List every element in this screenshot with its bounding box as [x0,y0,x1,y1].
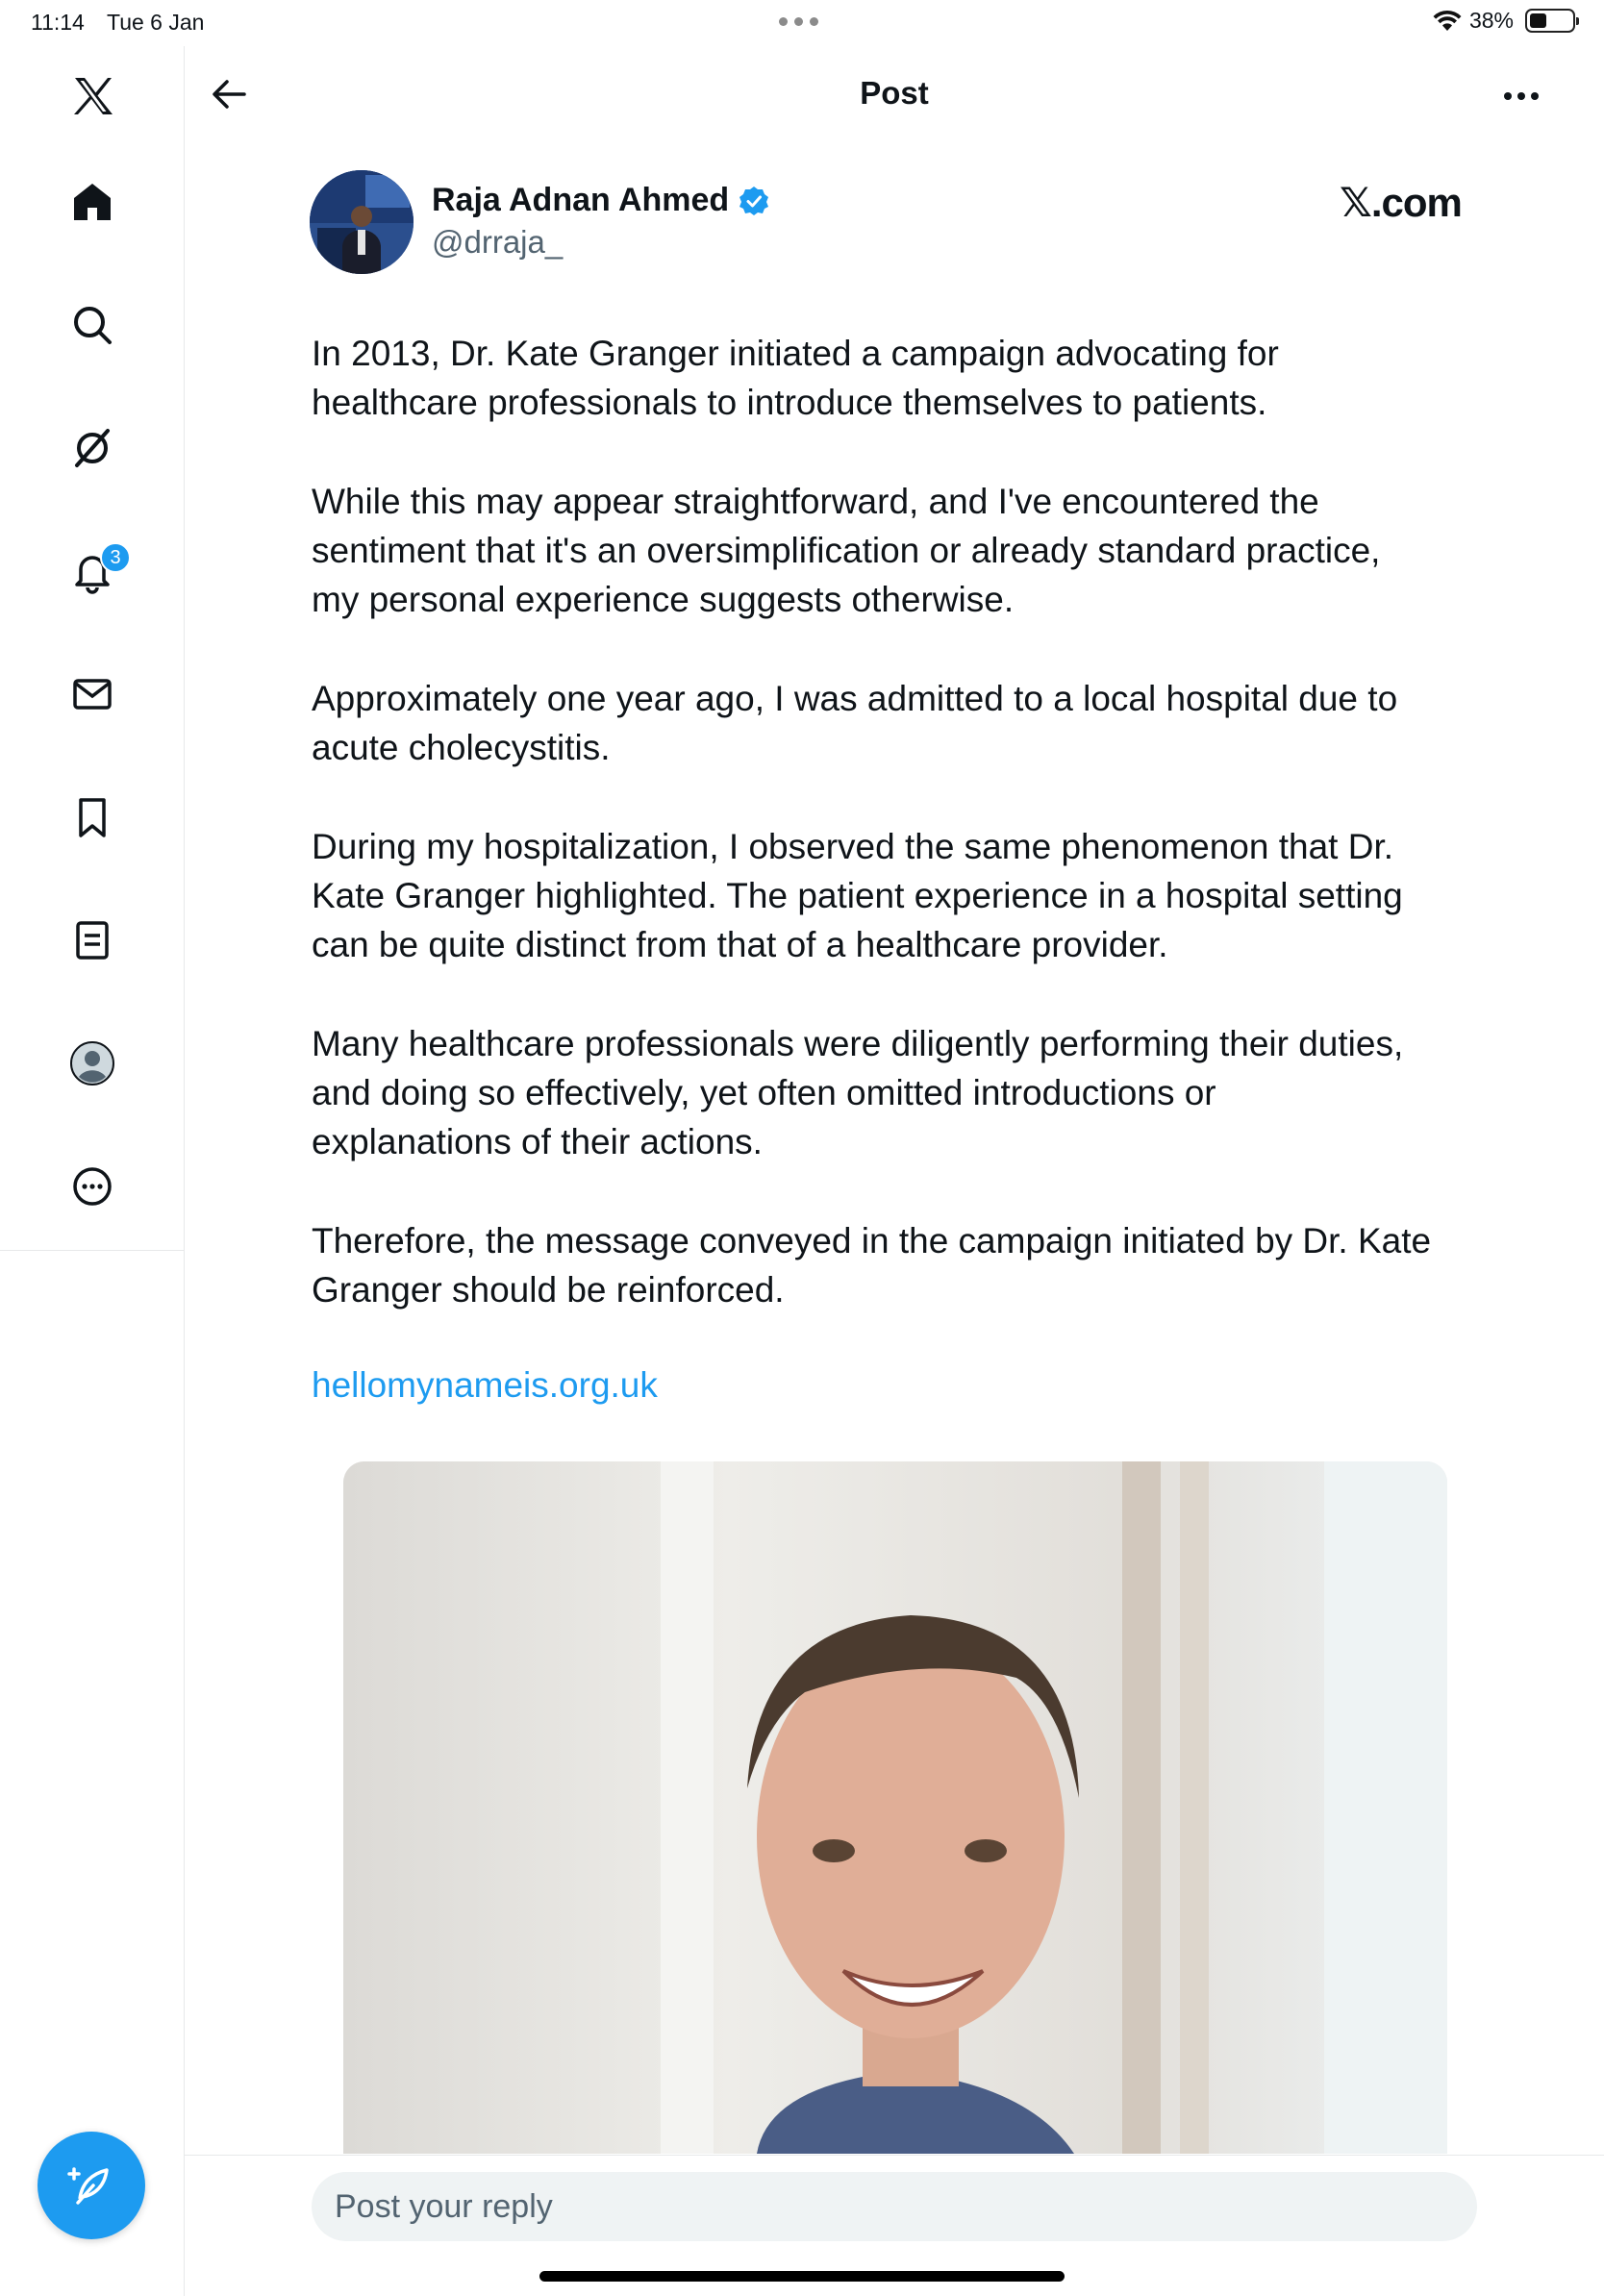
post-paragraph: Therefore, the message conveyed in the campaign initiated by Dr. Kate Granger should be reinforced. [312,1221,1432,1310]
status-time: 11:14 [31,10,85,35]
status-date: Tue 6 Jan [107,10,205,35]
sidebar-divider [0,1250,185,1251]
post-paragraph: During my hospitalization, I observed the same phenomenon that Dr. Kate Granger highlighted. The patient experience in a hospital setting can be quite distinct from that of a healthcare provider. [312,827,1403,964]
post-image[interactable] [343,1461,1447,2154]
status-right [1433,8,1575,34]
post-text [312,329,1485,1364]
grok-icon[interactable] [54,410,131,487]
author-name-text: Raja Adnan Ahmed [432,182,730,218]
status-bar [0,0,1604,46]
search-icon[interactable] [54,287,131,363]
compose-feather-icon [66,2160,116,2210]
post-paragraph: Approximately one year ago, I was admitted to a local hospital due to acute cholecystitis. [312,679,1398,767]
home-indicator[interactable] [539,2271,1065,2282]
author-avatar[interactable] [310,170,414,274]
post-paragraph: While this may appear straightforward, and I've encountered the sentiment that it's an oversimplification or already standard practice, my personal experience suggests otherwise. [312,482,1381,619]
x-logo-icon[interactable] [54,58,131,135]
profile-avatar-icon[interactable] [54,1025,131,1102]
post-header [185,46,1604,142]
post-link[interactable]: hellomynameis.org.uk [312,1365,658,1405]
notifications-badge: 3 [100,542,131,573]
more-circle-icon[interactable] [54,1148,131,1225]
lists-icon[interactable] [54,902,131,979]
notifications-bell-icon[interactable] [54,533,131,610]
battery-icon [1525,9,1575,33]
author-name[interactable] [432,182,769,219]
reply-input[interactable] [312,2172,1477,2241]
battery-level [1530,13,1546,28]
compose-post-button[interactable] [38,2132,145,2239]
wifi-icon [1433,10,1462,33]
xcom-watermark: 𝕏.com [1340,180,1462,225]
home-icon[interactable] [54,163,131,240]
verified-badge-icon [739,186,769,216]
messages-envelope-icon[interactable] [54,656,131,733]
battery-percent: 38% [1468,8,1514,33]
page-title: Post [860,75,929,111]
author-handle[interactable]: @drraja_ [432,224,564,260]
multitasking-dots-icon[interactable] [779,17,818,26]
post-paragraph: Many healthcare professionals were diligently performing their duties, and doing so effectively, yet often omitted introductions or explanations of their actions. [312,1024,1404,1161]
bookmarks-icon[interactable] [54,779,131,856]
post-paragraph: In 2013, Dr. Kate Granger initiated a campaign advocating for healthcare professionals to introduce themselves to patients. [312,334,1279,422]
sidebar [0,46,185,2296]
more-dots-icon [1502,90,1541,102]
post-options-button[interactable] [1496,71,1546,121]
